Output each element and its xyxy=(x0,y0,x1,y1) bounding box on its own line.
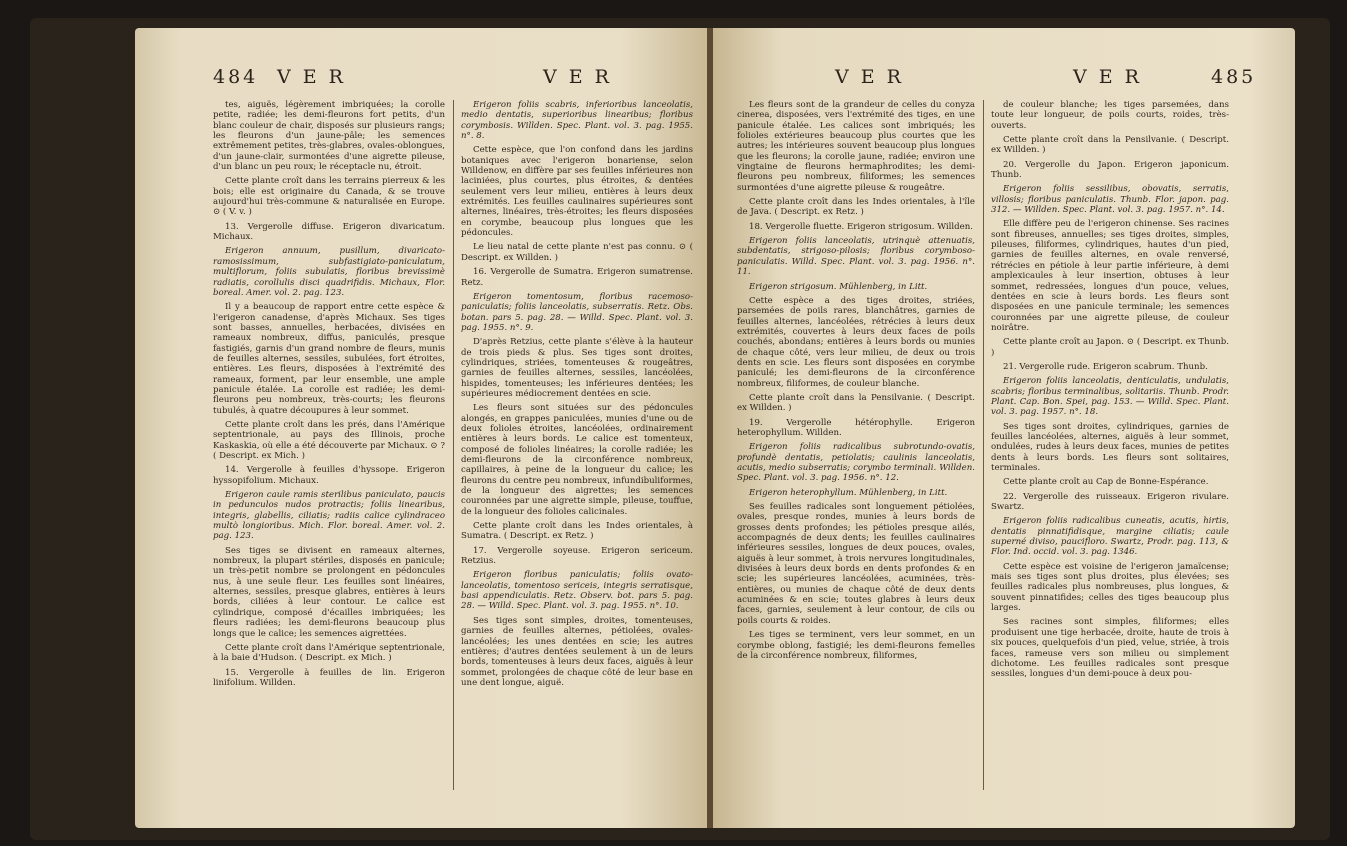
paragraph: Cette plante croît dans l'Amérique septentrionale, à la baie d'Hudson. ( Descript. ex Mich. ) xyxy=(213,642,445,664)
paragraph: Cette espèce, que l'on confond dans les jardins botaniques avec l'erigeron bonariense, selon Willdenow, en diffère par ses feuilles inférieures non laciniées, plus courtes, plus étroites, & dentées seulement vers leur milieu, entières à leurs deux extrémités. Les feuilles caulinaires supérieures sont alternes, linéaires, très-étroites; les fleurs disposées en corymbe, beaucoup plus longues que les pédoncules. xyxy=(461,145,693,239)
paragraph: de couleur blanche; les tiges parsemées, dans toute leur longueur, de poils courts, roides, très-ouverts. xyxy=(991,100,1229,131)
left-page-number: 484 xyxy=(213,66,259,88)
paragraph: Ses feuilles radicales sont longuement pétiolées, ovales, presque rondes, munies à leurs bords de grosses dents profondes; les pétioles presque ailés, accompagnés de deux dents; les feuilles caulinaires inférieures sessiles, longues de deux pouces, ovales, aiguës à leur sommet, à trois nervures longitudinales, divisées à leurs deux bords en dents profondes & en scie; les supérieures lancéolées, acuminées, très-entières, ou munies de chaque côté de deux dents acuminées & en scie; toutes glabres à leurs deux faces, garnies, seulement à leur contour, de cils ou poils courts & roides. xyxy=(737,502,975,626)
paragraph: tes, aiguës, légèrement imbriquées; la corolle petite, radiée; les demi-fleurons fort petits, d'un blanc couleur de chair, disposés sur plusieurs rangs; les fleurons d'un jaune-pâle; les semences extrêmement petites, très-glabres, ovales-oblongues, d'un jaune-clair, surmontées d'une aigrette pileuse, d'un blanc un peu roux; le réceptacle nu, étroit. xyxy=(213,100,445,173)
right-column-1 xyxy=(737,100,975,665)
paragraph: Cette plante croît dans la Pensilvanie. ( Descript. ex Willden. ) xyxy=(991,135,1229,156)
paragraph: Il y a beaucoup de rapport entre cette espèce & l'erigeron canadense, d'après Michaux. Ses tiges sont basses, annuelles, herbacées, divisées en rameaux nombreux, diffus, paniculés, presque fastigiés, garnis d'un grand nombre de fleurs, munis de feuilles alternes, sessiles, subulées, fort étroites, entières. Les fleurs, disposées à l'extrémité des rameaux, forment, par leur ensemble, une ample panicule étalée. La corolle est radiée; les demi-fleurons peu nombreux, très-courts; les fleurons tubulés, à quatre découpures à leur sommet. xyxy=(213,302,445,416)
left-column-1 xyxy=(213,100,445,692)
paragraph: Ses tiges sont simples, droites, tomenteuses, garnies de feuilles alternes, pétiolées, ovales-lancéolées; les unes dentées en scie; les autres entières; d'autres dentées seulement à un de leurs bords, tomenteuses à leurs deux faces, aiguës à leur sommet, prolongées de chaque côté de leur base en une dent longue, aiguë. xyxy=(461,615,693,688)
paragraph: Cette espèce a des tiges droites, striées, parsemées de poils rares, blanchâtres, garnies de feuilles alternes, lancéolées, rétrécies à leurs deux extrémités, couvertes à leurs deux faces de poils couchés, abondans; entières à leurs bords ou munies de chaque côté, vers leur milieu, de deux ou trois dents en scie. Les fleurs sont disposées en corymbe paniculé; les demi-fleurons de la circonférence nombreux, filiformes, de couleur blanche. xyxy=(737,295,975,389)
latin-diagnosis: Erigeron foliis radicalibus subrotundo-ovatis, profundè dentatis, petiolatis; caulinis lanceolatis, acutis, medio subserratis; corymbo terminali. Willden. Spec. Plant. vol. 3. pag. 1956. n°. 12. xyxy=(737,442,975,484)
species-entry-heading: 13. Vergerolle diffuse. Erigeron divaricatum. Michaux. xyxy=(213,221,445,243)
paragraph: Ses racines sont simples, filiformes; elles produisent une tige herbacée, droite, haute de trois à six pouces, quelquefois d'un pied, velue, striée, à trois faces, rameuse vers son milieu ou simplement dichotome. Les feuilles radicales sont presque sessiles, longues d'un demi-pouce à deux pou- xyxy=(991,617,1229,680)
latin-diagnosis: Erigeron foliis sessilibus, obovatis, serratis, villosis; floribus paniculatis. Thunb. Flor. japon. pag. 312. — Willden. Spec. Plant. vol. 3. pag. 1957. n°. 14. xyxy=(991,184,1229,216)
right-page-number: 485 xyxy=(1211,66,1257,88)
paragraph: Les fleurs sont de la grandeur de celles du conyza cinerea, disposées, vers l'extrémité des tiges, en une panicule étalée. Les calices sont imbriqués; les folioles extérieures beaucoup plus courtes que les autres; les intérieures souvent beaucoup plus longues que les fleurons; la corolle jaune, radiée; environ une vingtaine de fleurons hermaphrodites; les demi-fleurons peu nombreux, filiformes; les semences surmontées d'une aigrette pileuse & rougeâtre. xyxy=(737,100,975,193)
paragraph: Cette plante croît dans la Pensilvanie. ( Descript. ex Willden. ) xyxy=(737,392,975,414)
species-entry-heading: 20. Vergerolle du Japon. Erigeron japonicum. Thunb. xyxy=(991,159,1229,181)
paragraph: Cette plante croît au Cap de Bonne-Espérance. xyxy=(1003,477,1209,488)
paragraph: Ses tiges sont droites, cylindriques, garnies de feuilles lancéolées, alternes, aiguës à leur sommet, ondulées, rudes à leurs deux faces, munies de petites dents à leurs bords. Les fleurs sont solitaires, terminales. xyxy=(991,421,1229,473)
right-header-left: V E R xyxy=(835,66,904,88)
paragraph: Cette plante croît dans les prés, dans l'Amérique septentrionale, au pays des Illinois, proche Kaskaskia, où elle a été découverte par Michaux. ⊙ ? ( Descript. ex Mich. ) xyxy=(213,419,445,461)
paragraph: Le lieu natal de cette plante n'est pas connu. ⊙ ( Descript. ex Willden. ) xyxy=(461,242,693,263)
paragraph: Les fleurs sont situées sur des pédoncules alongés, en grappes paniculées, munies d'une ou de deux folioles étroites, lancéolées, ordinairement entières à leurs bords. Le calice est tomenteux, composé de folioles linéaires; la corolle radiée; les demi-fleurons de la circonférence nombreux, capillaires, à peine de la longueur du calice; les fleurons du centre peu nombreux, infundibuliformes, de la longueur des aigrettes; les semences couronnées par une aigrette simple, pileuse, touffue, de la longueur des folioles calicinales. xyxy=(461,403,693,517)
species-entry-heading: 18. Vergerolle fluette. Erigeron strigosum. Willden. xyxy=(749,221,973,232)
left-header-right: V E R xyxy=(543,66,612,88)
latin-diagnosis: Erigeron floribus paniculatis; foliis ovato-lanceolatis, tomentoso sericeis, integris serratisque, basi appendiculatis. Retz. Observ. bot. pars 5. pag. 28. — Willd. Spec. Plant. vol. 3. pag. 1955. n°. 10. xyxy=(461,570,693,612)
species-entry-heading: 17. Vergerolle soyeuse. Erigeron sericeum. Retzius. xyxy=(461,545,693,567)
latin-diagnosis: Erigeron foliis scabris, inferioribus lanceolatis, medio dentatis, superioribus linearibus; floribus corymbosis. Willden. Spec. Plant. vol. 3. pag. 1955. n°. 8. xyxy=(461,100,693,142)
latin-diagnosis: Erigeron strigosum. Mühlenberg, in Litt. xyxy=(749,281,928,292)
species-entry-heading: 19. Vergerolle hétérophylle. Erigeron heterophyllum. Willden. xyxy=(737,417,975,438)
right-page xyxy=(713,28,1295,828)
paragraph: Cette plante croît dans les Indes orientales, à Sumatra. ( Descript. ex Retz. ) xyxy=(461,521,693,542)
right-column-2 xyxy=(991,100,1229,684)
left-header-left: V E R xyxy=(277,66,346,88)
left-column-2 xyxy=(461,100,693,692)
open-book xyxy=(30,18,1330,840)
paragraph: D'après Retzius, cette plante s'élève à la hauteur de trois pieds & plus. Ses tiges sont droites, cylindriques, striées, tomenteuses & rougeâtres, garnies de feuilles alternes, sessiles, lancéolées, hispides, tomenteuses; les inférieures dentées; les supérieures médiocrement dentées en scie. xyxy=(461,337,693,399)
latin-diagnosis: Erigeron annuum, pusillum, divaricato-ramosissimum, subfastigiato-paniculatum, multiflorum, foliis subulatis, floribus brevissimè radiatis, corollulis disci quadrifidis. Michaux, Flor. boreal. Amer. vol. 2. pag. 123. xyxy=(213,246,445,298)
species-entry-heading: 21. Vergerolle rude. Erigeron scabrum. Thunb. xyxy=(1003,361,1208,372)
left-page xyxy=(135,28,707,828)
latin-diagnosis: Erigeron foliis lanceolatis, denticulatis, undulatis, scabris; floribus terminalibus, solitariis. Thunb. Prodr. Plant. Cap. Bon. Spei, pag. 153. — Willd. Spec. Plant. vol. 3. pag. 1957. n°. 18. xyxy=(991,376,1229,418)
column-rule xyxy=(453,100,454,790)
paragraph: Cette espèce est voisine de l'erigeron jamaïcense; mais ses tiges sont plus droites, plus élevées; ses feuilles radicales plus nombreuses, plus longues, & souvent pinnatifides; celles des tiges beaucoup plus larges. xyxy=(991,561,1229,614)
paragraph: Cette plante croît dans les terrains pierreux & les bois; elle est originaire du Canada, & se trouve aujourd'hui très-commune & naturalisée en Europe. ⊙ ( V. v. ) xyxy=(213,176,445,218)
species-entry-heading: 16. Vergerolle de Sumatra. Erigeron sumatrense. Retz. xyxy=(461,267,693,288)
paragraph: Cette plante croît dans les Indes orientales, à l'île de Java. ( Descript. ex Retz. ) xyxy=(737,197,975,218)
latin-diagnosis: Erigeron tomentosum, floribus racemoso-paniculatis; foliis lanceolatis, subserratis. Retz. Obs. botan. pars 5. pag. 28. — Willd. Spec. Plant. vol. 3. pag. 1955. n°. 9. xyxy=(461,291,693,333)
species-entry-heading: 14. Vergerolle à feuilles d'hyssope. Erigeron hyssopifolium. Michaux. xyxy=(213,465,445,486)
latin-diagnosis: Erigeron heterophyllum. Mühlenberg, in Litt. xyxy=(749,487,948,498)
paragraph: Cette plante croît au Japon. ⊙ ( Descript. ex Thunb. ) xyxy=(991,337,1229,358)
paragraph: Les tiges se terminent, vers leur sommet, en un corymbe oblong, fastigié; les demi-fleurons femelles de la circonférence nombreux, filiformes, xyxy=(737,630,975,661)
paragraph: Elle diffère peu de l'erigeron chinense. Ses racines sont fibreuses, annuelles; ses tiges droites, simples, pileuses, filiformes, cylindriques, hautes d'un pied, garnies de feuilles alternes, en ovale renversé, rétrécies en pétiole à leur partie inférieure, à demi amplexicaules à leur insertion, obtuses à leur sommet, redressées, longues d'un pouce, velues, dentées en scie à leurs bords. Les fleurs sont disposées en une panicule terminale; les semences couronnées par une aigrette pileuse, de couleur noirâtre. xyxy=(991,219,1229,333)
latin-diagnosis: Erigeron foliis lanceolatis, utrinquè attenuatis, subdentatis, strigoso-pilosis; floribus corymboso-paniculatis. Willd. Spec. Plant. vol. 3. pag. 1956. n°. 11. xyxy=(737,236,975,278)
species-entry-heading: 15. Vergerolle à feuilles de lin. Erigeron linifolium. Willden. xyxy=(213,667,445,688)
paragraph: Ses tiges se divisent en rameaux alternes, nombreux, la plupart stériles, disposés en panicule; un très-petit nombre se prolongent en pédoncules nus, à une seule fleur. Les feuilles sont linéaires, alternes, sessiles, presque glabres, entières à leurs bords, ciliées à leur contour. Le calice est cylindrique, composé d'écailles imbriquées; les fleurs radiées; les demi-fleurons beaucoup plus longs que le calice; les semences aigrettées. xyxy=(213,545,445,639)
column-rule xyxy=(983,100,984,790)
latin-diagnosis: Erigeron caule ramis sterilibus paniculato, paucis in pedunculos nudos protractis; foliis linearibus, integris, glabellis, ciliatis; radiis calice cylindraceo multò longioribus. Mich. Flor. boreal. Amer. vol. 2. pag. 123. xyxy=(213,490,445,542)
species-entry-heading: 22. Vergerolle des ruisseaux. Erigeron rivulare. Swartz. xyxy=(991,491,1229,513)
right-header-right: V E R xyxy=(1073,66,1142,88)
latin-diagnosis: Erigeron foliis radicalibus cuneatis, acutis, hirtis, dentatis pinnatifidisque, margine ciliatis; caule superné diviso, paucifloro. Swartz, Prodr. pag. 113, & Flor. Ind. occid. vol. 3. pag. 1346. xyxy=(991,516,1229,558)
